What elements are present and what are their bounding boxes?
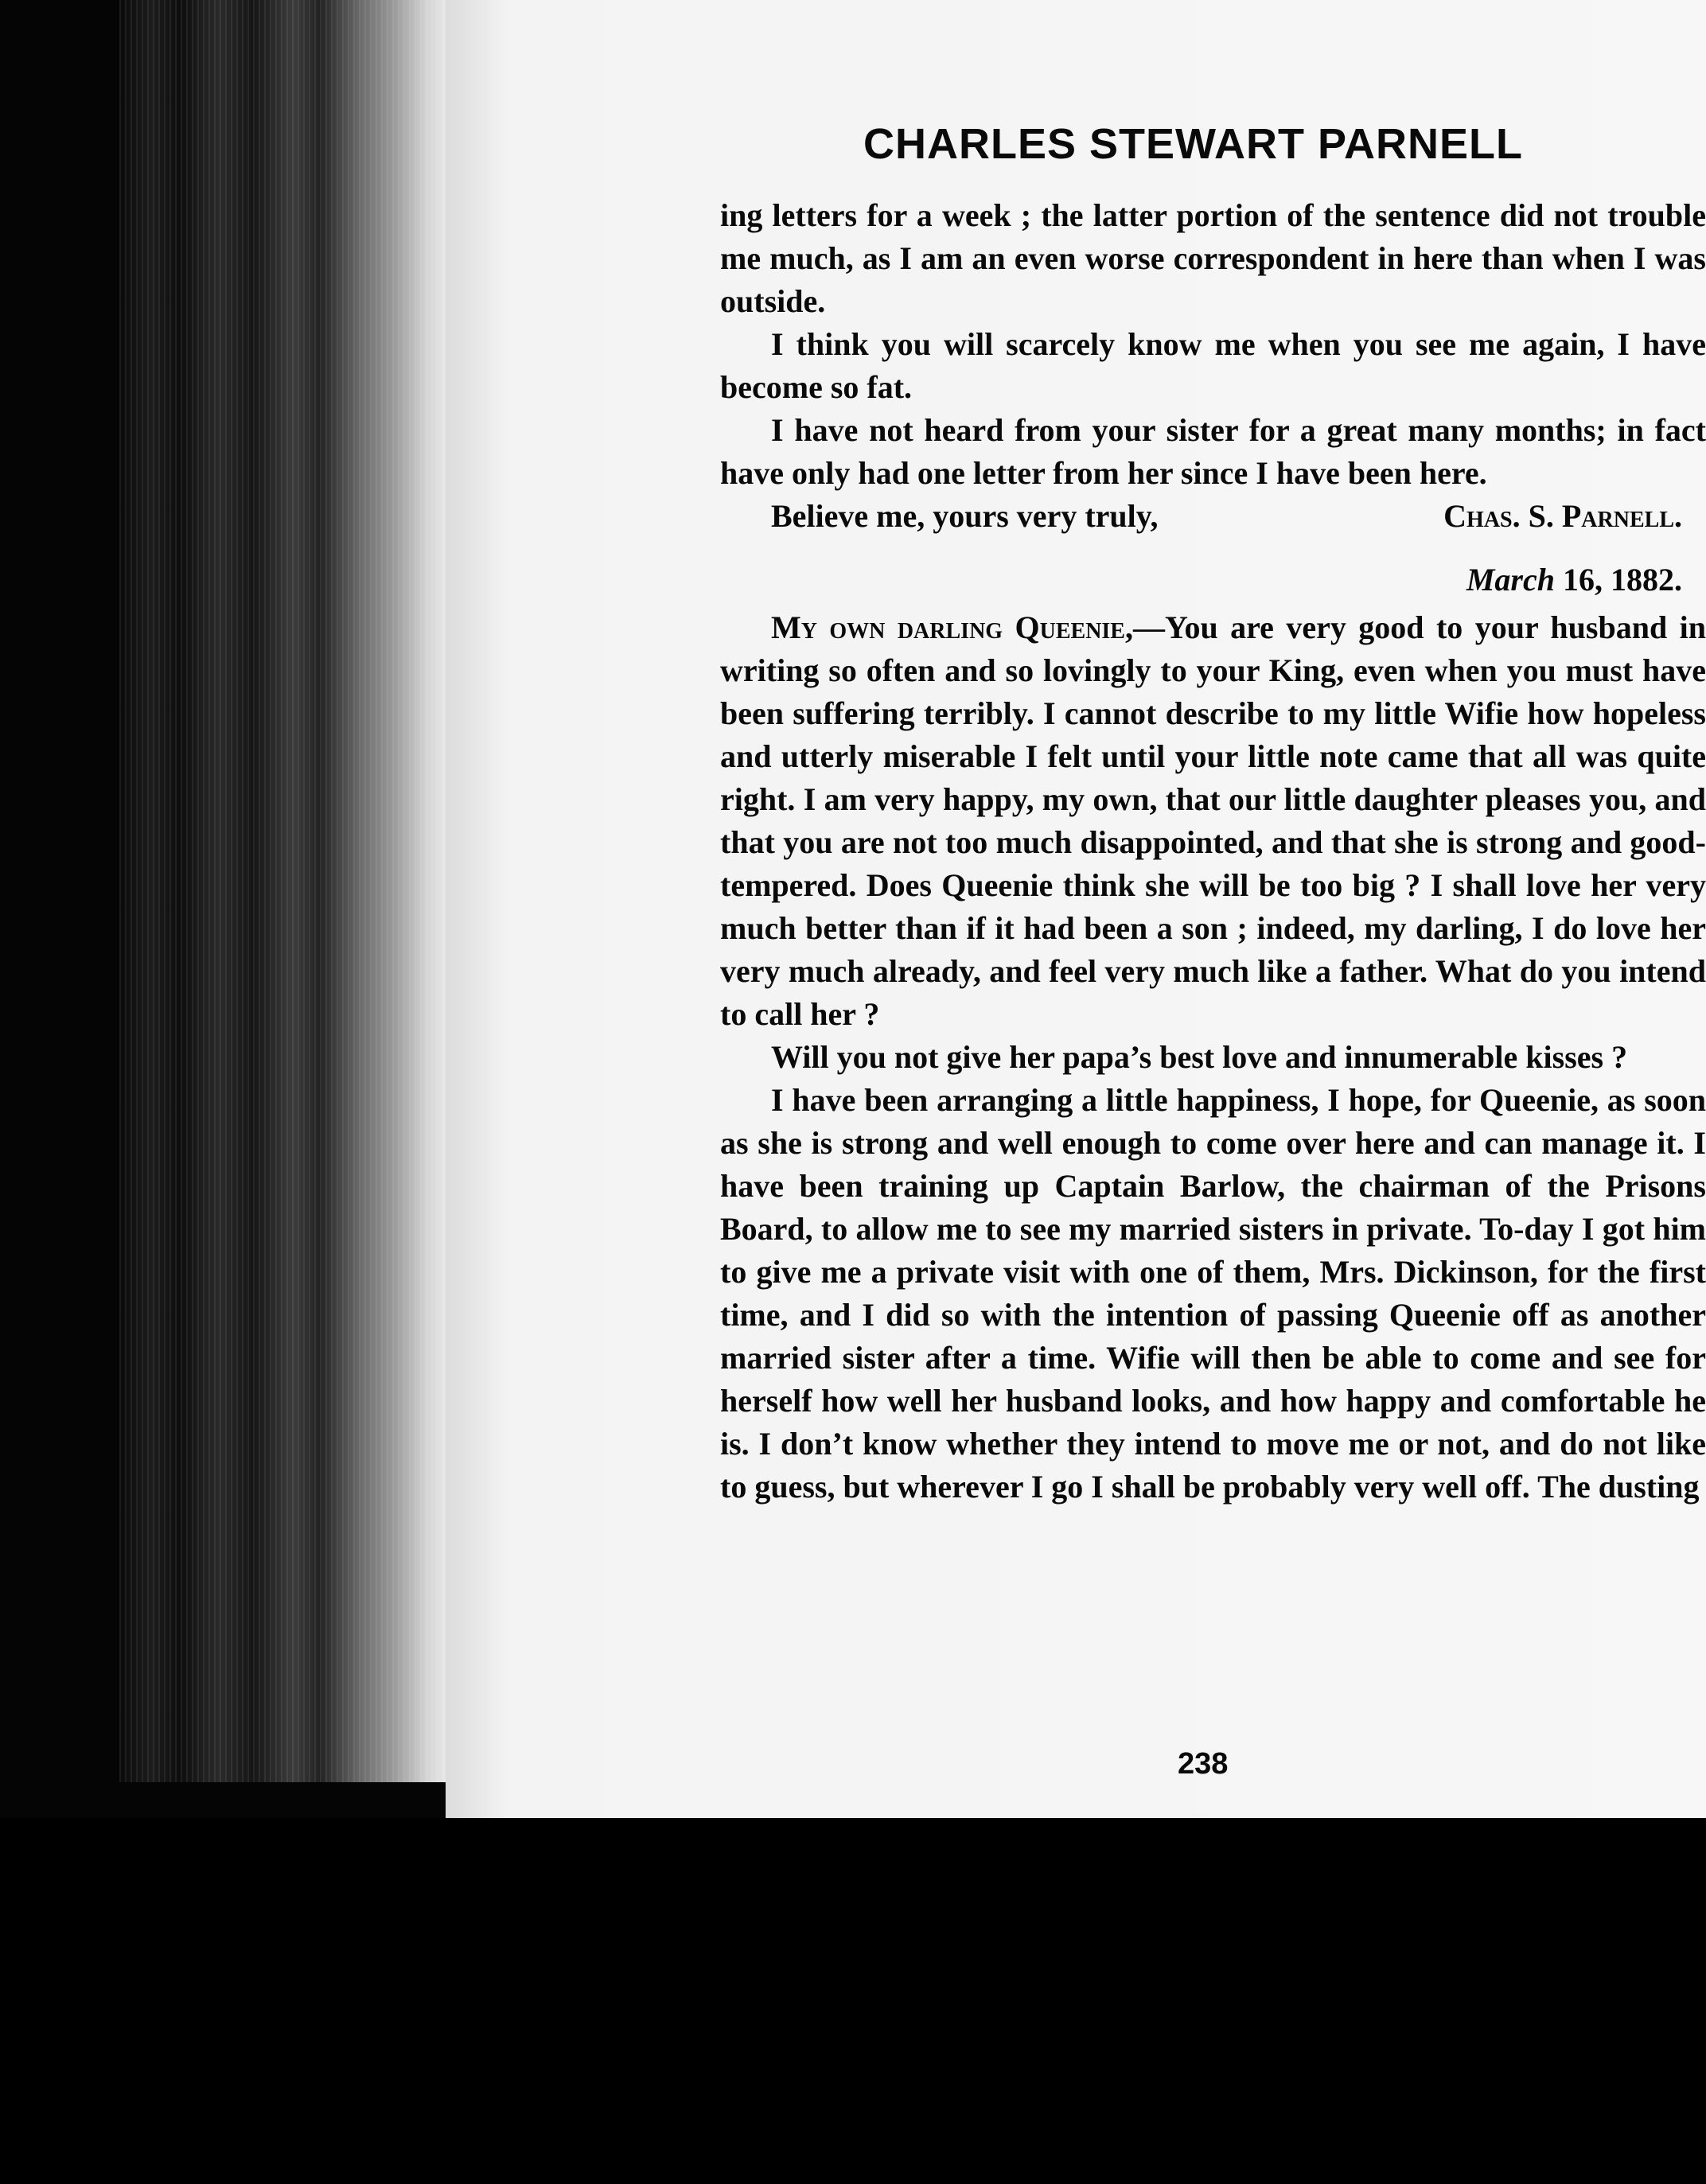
paragraph: Will you not give her papa’s best love and innumerable kisses ? bbox=[771, 1039, 1628, 1075]
closing-phrase: Believe me, yours very truly, bbox=[771, 498, 1159, 534]
date-month: March bbox=[1466, 562, 1555, 598]
letter-closing bbox=[720, 495, 1706, 538]
salutation: My own darling Queenie, bbox=[771, 609, 1133, 645]
page-body bbox=[720, 194, 1706, 1777]
paragraph: I have not heard from your sister for a great many months; in fact have only had one letter from her since I have been here. bbox=[720, 412, 1706, 491]
running-head: CHARLES STEWART PARNELL bbox=[863, 120, 1523, 168]
paragraph bbox=[720, 606, 1706, 1036]
signature: Chas. S. Parnell. bbox=[1443, 498, 1682, 534]
dateline bbox=[720, 559, 1706, 601]
page-number: 238 bbox=[1178, 1747, 1229, 1781]
bottom-shadow bbox=[0, 1818, 1706, 2184]
paragraph: I have been arranging a little happiness, I hope, for Queenie, as soon as she is strong and well enough to come over here and can manage it. I have been training up Captain Barlow, the chairman of the Prisons Board, to allow me to see my married sisters in private. To-day I got him to give me a private visit with one of them, Mrs. Dickinson, for the first time, and I did so with the intention of passing Queenie off as another married sister after a time. Wifie will then be able to come and see for herself how well her husband looks, and how happy and comfortable he is. I don’t know whether they intend to move me or not, and do not like to guess, but wherever I go I shall be probably very well off. The dusting bbox=[720, 1082, 1706, 1505]
paragraph: I think you will scarcely know me when you see me again, I have become so fat. bbox=[720, 326, 1706, 405]
book-page-edges bbox=[119, 0, 454, 1782]
paragraph: ing letters for a week ; the latter portion of the sentence did not trouble me much, as I am an even worse correspondent in here than when I was outside. bbox=[720, 197, 1706, 319]
date-rest: 16, 1882. bbox=[1563, 562, 1682, 598]
paragraph-text: —You are very good to your husband in writing so often and so lovingly to your King, even when you must have been suffering terribly. I cannot describe to my little Wifie how hopeless and utterly miserable I felt until your little note came that all was quite right. I am very happy, my own, that our little daughter pleases you, and that you are not too much disappointed, and that she is strong and good-tempered. Does Queenie think she will be too big ? I shall love her very much better than if it had been a son ; indeed, my darling, I do love her very much already, and feel very much like a father. What do you intend to call her ? bbox=[720, 609, 1706, 1032]
